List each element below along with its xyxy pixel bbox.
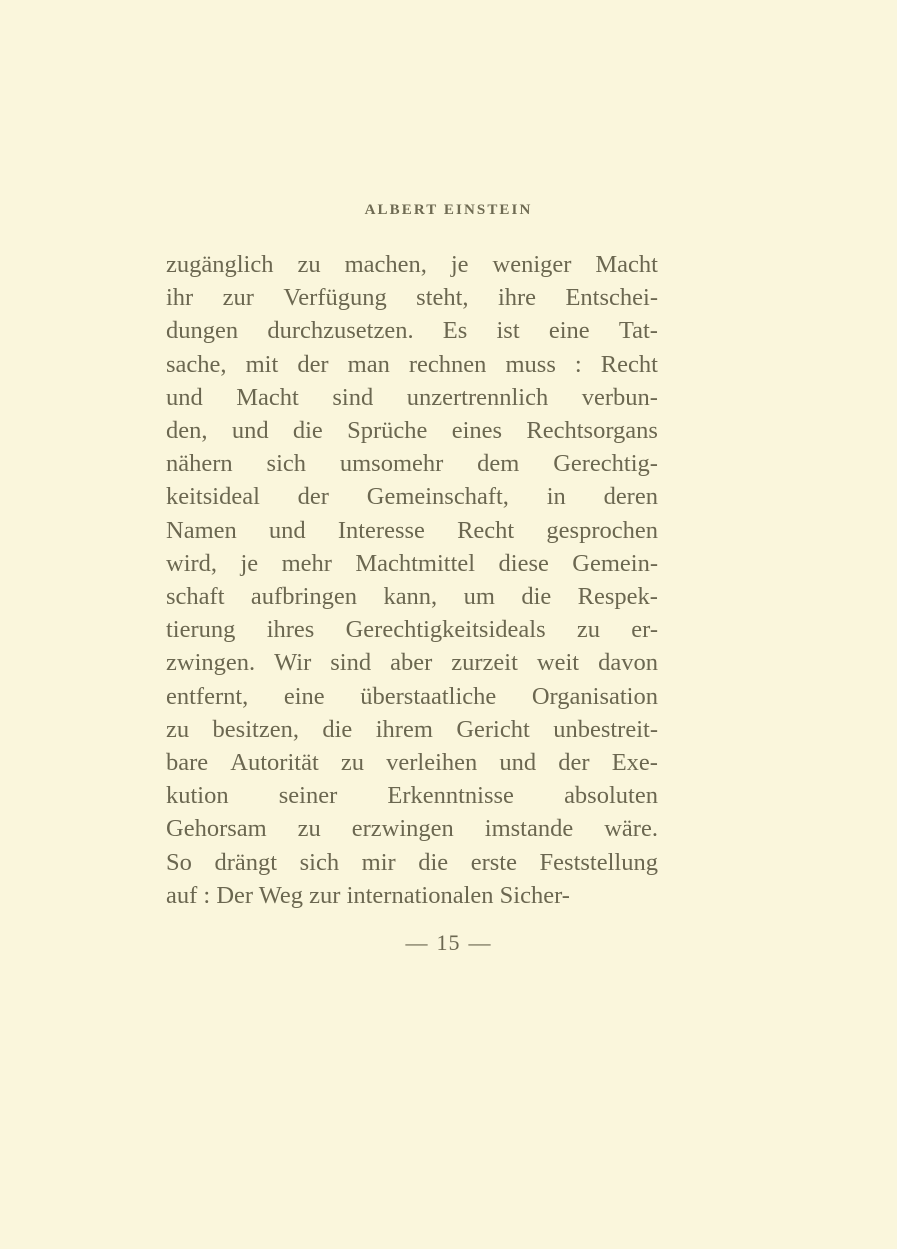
body-word: zur bbox=[222, 284, 254, 312]
body-word: machen, bbox=[344, 251, 427, 278]
body-word: Macht bbox=[236, 383, 299, 411]
body-line bbox=[166, 414, 658, 447]
body-line: auf : Der Weg zur internationalen Sicher- bbox=[166, 881, 570, 909]
body-word: unbestreit- bbox=[553, 715, 658, 743]
body-word: je bbox=[240, 549, 259, 577]
body-word: sind bbox=[330, 649, 372, 677]
body-line bbox=[166, 779, 658, 812]
body-word: ihres bbox=[266, 616, 315, 644]
body-word: je bbox=[450, 251, 469, 278]
body-word: der bbox=[558, 749, 590, 777]
body-line bbox=[166, 613, 658, 646]
body-word: Namen bbox=[166, 516, 237, 544]
body-line bbox=[166, 381, 658, 414]
body-word: Recht bbox=[600, 350, 658, 378]
body-line bbox=[166, 547, 658, 580]
body-word: und bbox=[166, 383, 203, 411]
body-word: : bbox=[574, 350, 582, 378]
body-word: drängt bbox=[214, 848, 278, 876]
body-word: Respek- bbox=[577, 583, 658, 611]
body-word: weit bbox=[536, 649, 580, 677]
body-word: zu bbox=[297, 251, 321, 278]
body-word: Erkenntnisse bbox=[387, 782, 514, 810]
body-word: sind bbox=[332, 383, 374, 411]
body-word: eine bbox=[283, 682, 325, 710]
body-line bbox=[166, 746, 658, 779]
body-word: entfernt, bbox=[166, 682, 249, 710]
body-word: So bbox=[166, 848, 192, 876]
body-word: rechnen bbox=[408, 350, 487, 378]
folio-left-dash: — bbox=[405, 930, 429, 955]
body-word: erzwingen bbox=[351, 815, 454, 843]
body-word: Entschei- bbox=[565, 284, 658, 312]
body-word: ihrem bbox=[375, 715, 433, 743]
body-word: schaft bbox=[166, 583, 225, 611]
body-word: er- bbox=[631, 616, 658, 644]
running-head: ALBERT EINSTEIN bbox=[364, 202, 533, 218]
body-word: davon bbox=[598, 649, 658, 677]
body-line bbox=[166, 248, 658, 281]
body-line bbox=[166, 447, 658, 480]
body-word: kution bbox=[166, 782, 229, 810]
body-word: um bbox=[463, 583, 495, 611]
body-word: zu bbox=[576, 616, 601, 644]
body-word: der bbox=[297, 483, 329, 511]
body-word: die bbox=[292, 417, 323, 445]
body-word: keitsideal bbox=[166, 483, 260, 511]
body-word: dungen bbox=[166, 317, 239, 345]
body-word: seiner bbox=[278, 782, 338, 810]
body-word: aufbringen bbox=[250, 583, 358, 611]
body-word: zwingen. bbox=[166, 649, 256, 677]
body-line bbox=[166, 480, 658, 513]
body-word: überstaatliche bbox=[360, 682, 497, 710]
body-word: imstande bbox=[484, 815, 574, 843]
body-word: zurzeit bbox=[451, 649, 518, 677]
body-word: mir bbox=[361, 848, 396, 876]
body-word: tierung bbox=[166, 616, 236, 644]
body-word: eines bbox=[451, 417, 503, 445]
body-line bbox=[166, 846, 658, 879]
body-text bbox=[166, 248, 658, 912]
body-word: Interesse bbox=[337, 516, 425, 544]
body-word: Verfügung bbox=[283, 284, 387, 312]
body-word: Recht bbox=[457, 516, 515, 544]
body-word: Exe- bbox=[611, 749, 658, 777]
body-word: verleihen bbox=[386, 749, 478, 777]
body-word: Macht bbox=[595, 251, 658, 278]
body-word: zu bbox=[166, 715, 190, 743]
body-word: wäre. bbox=[604, 815, 658, 843]
body-word: und bbox=[268, 516, 306, 544]
body-line bbox=[166, 580, 658, 613]
body-word: die bbox=[418, 848, 449, 876]
body-word: der bbox=[297, 350, 329, 378]
body-word: Gerechtig- bbox=[553, 450, 658, 478]
body-line bbox=[166, 713, 658, 746]
body-word: muss bbox=[505, 350, 556, 378]
body-word: verbun- bbox=[581, 383, 658, 411]
body-line bbox=[166, 514, 658, 547]
body-word: deren bbox=[603, 483, 658, 511]
body-line bbox=[166, 680, 658, 713]
body-word: die bbox=[322, 715, 353, 743]
body-word: Feststellung bbox=[539, 848, 658, 876]
body-word: Rechtsorgans bbox=[526, 417, 658, 445]
body-word: Autorität bbox=[230, 749, 319, 777]
body-word: Wir bbox=[274, 649, 312, 677]
body-word: Organisation bbox=[531, 682, 658, 710]
page-folio bbox=[0, 930, 897, 956]
body-word: in bbox=[546, 483, 566, 511]
body-word: aber bbox=[390, 649, 433, 677]
body-word: Gerechtigkeitsideals bbox=[345, 616, 546, 644]
body-word: eine bbox=[548, 317, 590, 345]
body-word: diese bbox=[498, 549, 549, 577]
body-word: ist bbox=[496, 317, 520, 345]
body-word: ihre bbox=[497, 284, 537, 312]
body-word: besitzen, bbox=[212, 715, 299, 743]
body-line bbox=[166, 314, 658, 347]
body-word: die bbox=[521, 583, 552, 611]
body-line bbox=[166, 646, 658, 679]
body-word: Tat- bbox=[618, 317, 658, 345]
body-word: zu bbox=[297, 815, 321, 843]
body-line bbox=[166, 281, 658, 314]
body-word: zugänglich bbox=[166, 251, 274, 278]
body-word: den, bbox=[166, 417, 208, 445]
body-line bbox=[166, 812, 658, 845]
body-word: kann, bbox=[383, 583, 438, 611]
body-word: weniger bbox=[492, 251, 572, 278]
body-word: Gemein- bbox=[572, 549, 658, 577]
body-word: sich bbox=[299, 848, 340, 876]
body-word: mit bbox=[245, 350, 279, 378]
body-word: nähern bbox=[166, 450, 233, 478]
body-word: wird, bbox=[166, 549, 218, 577]
body-word: Gemeinschaft, bbox=[366, 483, 509, 511]
body-word: Machtmittel bbox=[355, 549, 476, 577]
body-word: umsomehr bbox=[339, 450, 444, 478]
folio-number: 15 bbox=[436, 930, 461, 955]
body-word: zu bbox=[340, 749, 365, 777]
body-word: bare bbox=[166, 749, 209, 777]
body-word: steht, bbox=[416, 284, 469, 312]
body-word: dem bbox=[477, 450, 520, 478]
body-word: Es bbox=[442, 317, 468, 345]
body-word: Sprüche bbox=[347, 417, 428, 445]
body-word: und bbox=[499, 749, 537, 777]
folio-right-dash: — bbox=[468, 930, 492, 955]
body-word: unzertrennlich bbox=[406, 383, 549, 411]
body-word: absoluten bbox=[564, 782, 658, 810]
body-word: Gericht bbox=[456, 715, 530, 743]
body-word: ihr bbox=[166, 284, 194, 312]
body-word: gesprochen bbox=[546, 516, 658, 544]
body-word: sache, bbox=[166, 350, 227, 378]
body-word: und bbox=[231, 417, 269, 445]
body-word: man bbox=[347, 350, 390, 378]
body-word: durchzusetzen. bbox=[267, 317, 414, 345]
body-word: Gehorsam bbox=[166, 815, 267, 843]
body-line bbox=[166, 348, 658, 381]
body-word: mehr bbox=[281, 549, 332, 577]
body-word: sich bbox=[266, 450, 306, 478]
body-word: erste bbox=[470, 848, 517, 876]
